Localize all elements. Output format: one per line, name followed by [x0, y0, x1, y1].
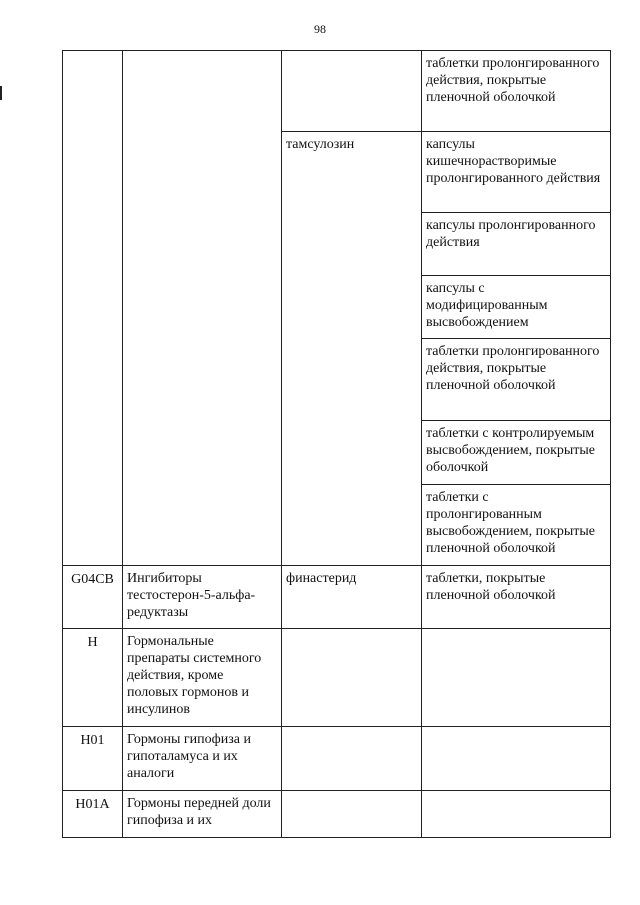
table-row	[63, 566, 611, 629]
form-cell: капсулы пролонгированного действия	[422, 213, 611, 276]
form-cell: таблетки с контролируемым высвобождением, покрытые оболочкой	[422, 421, 611, 485]
form-cell: таблетки пролонгированного действия, покрытые пленочной оболочкой	[422, 51, 611, 132]
group-cell: Гормоны передней доли гипофиза и их	[123, 791, 282, 838]
form-cell: капсулы кишечнорастворимые пролонгированного действия	[422, 132, 611, 213]
drug-cell: тамсулозин	[282, 132, 422, 566]
table-row	[63, 51, 611, 132]
code-cell	[63, 51, 123, 566]
form-cell: таблетки, покрытые пленочной оболочкой	[422, 566, 611, 629]
form-cell: таблетки пролонгированного действия, покрытые пленочной оболочкой	[422, 339, 611, 421]
table-row	[63, 727, 611, 791]
scan-mark	[0, 86, 2, 100]
form-cell	[422, 727, 611, 791]
group-cell: Ингибиторы тестостерон-5-альфа-редуктазы	[123, 566, 282, 629]
code-cell: H01A	[63, 791, 123, 838]
drug-cell	[282, 727, 422, 791]
form-cell: таблетки с пролонгированным высвобождением, покрытые пленочной оболочкой	[422, 485, 611, 566]
page-number: 98	[314, 22, 326, 36]
code-cell: G04CB	[63, 566, 123, 629]
drug-cell: финастерид	[282, 566, 422, 629]
group-cell: Гормональные препараты системного действия, кроме половых гормонов и инсулинов	[123, 629, 282, 727]
form-cell	[422, 791, 611, 838]
drug-cell	[282, 629, 422, 727]
group-cell	[123, 51, 282, 566]
form-cell	[422, 629, 611, 727]
code-cell: H01	[63, 727, 123, 791]
drug-cell	[282, 51, 422, 132]
form-cell: капсулы с модифицированным высвобождением	[422, 276, 611, 339]
drug-cell	[282, 791, 422, 838]
table-row	[63, 629, 611, 727]
drug-table	[62, 50, 611, 838]
table-row	[63, 791, 611, 838]
group-cell: Гормоны гипофиза и гипоталамуса и их аналоги	[123, 727, 282, 791]
code-cell: H	[63, 629, 123, 727]
